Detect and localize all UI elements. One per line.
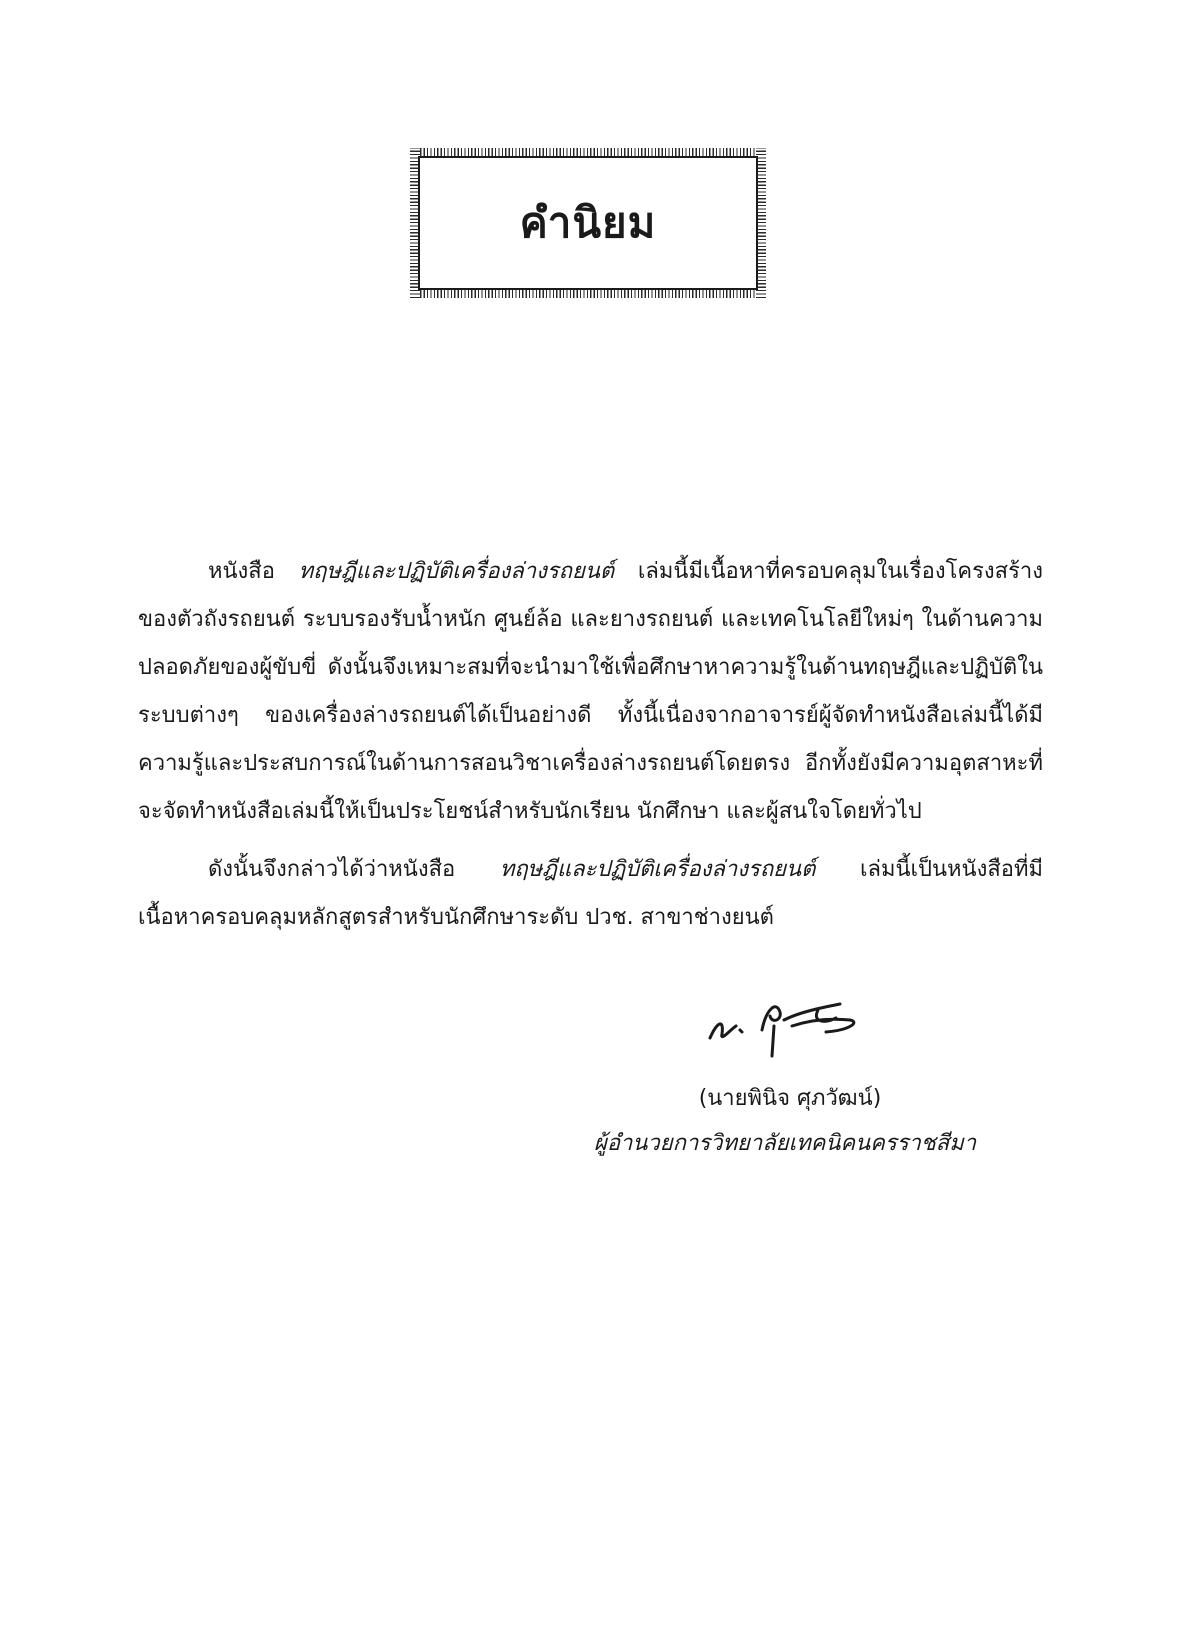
signer-position: ผู้อำนวยการวิทยาลัยเทคนิคนครราชสีมา: [593, 1131, 977, 1156]
signer-name: (นายพินิจ ศุภวัฒน์): [698, 1086, 882, 1111]
frame-hatch-right: [756, 148, 766, 298]
paragraph-2-lead: ดังนั้นจึงกล่าวได้ว่าหนังสือ: [208, 857, 456, 882]
book-title-1: ทฤษฎีและปฏิบัติเครื่องล่างรถยนต์: [298, 559, 615, 584]
title-frame: [410, 148, 766, 298]
foreword-body: [138, 548, 1043, 952]
paragraph-1-lead: หนังสือ: [208, 559, 275, 584]
page-title: คำนิยม: [519, 198, 657, 247]
paragraph-1-rest: เล่มนี้มีเนื้อหาที่ครอบคลุมในเรื่องโครงสร้างของตัวถังรถยนต์ ระบบรองรับน้ำหนัก ศูนย์ล้อ และยางรถยนต์ และเทคโนโลยีใหม่ๆ ในด้านความปลอดภัยของผู้ขับขี่ ดังนั้นจึงเหมาะสมที่จะนำมาใช้เพื่อศึกษาหาความรู้ในด้านทฤษฎีและปฏิบัติในระบบต่างๆ ของเครื่องล่างรถยนต์ได้เป็นอย่างดี ทั้งนี้เนื่องจากอาจารย์ผู้จัดทำหนังสือเล่มนี้ได้มีความรู้และประสบการณ์ในด้านการสอนวิชาเครื่องล่างรถยนต์โดยตรง อีกทั้งยังมีความอุตสาหะที่จะจัดทำหนังสือเล่มนี้ให้เป็นประโยชน์สำหรับนักเรียน นักศึกษา และผู้สนใจโดยทั่วไป: [138, 559, 1043, 824]
paragraph-2-rest: เล่มนี้เป็นหนังสือที่มีเนื้อหาครอบคลุมหลักสูตรสำหรับนักศึกษาระดับ ปวช. สาขาช่างยนต์: [138, 857, 1043, 930]
title-box: [420, 158, 756, 288]
paragraph-1: [138, 548, 1043, 836]
paragraph-2: [138, 846, 1043, 942]
book-title-2: ทฤษฎีและปฏิบัติเครื่องล่างรถยนต์: [499, 857, 816, 882]
signature: [700, 990, 870, 1060]
frame-hatch-left: [410, 148, 420, 298]
